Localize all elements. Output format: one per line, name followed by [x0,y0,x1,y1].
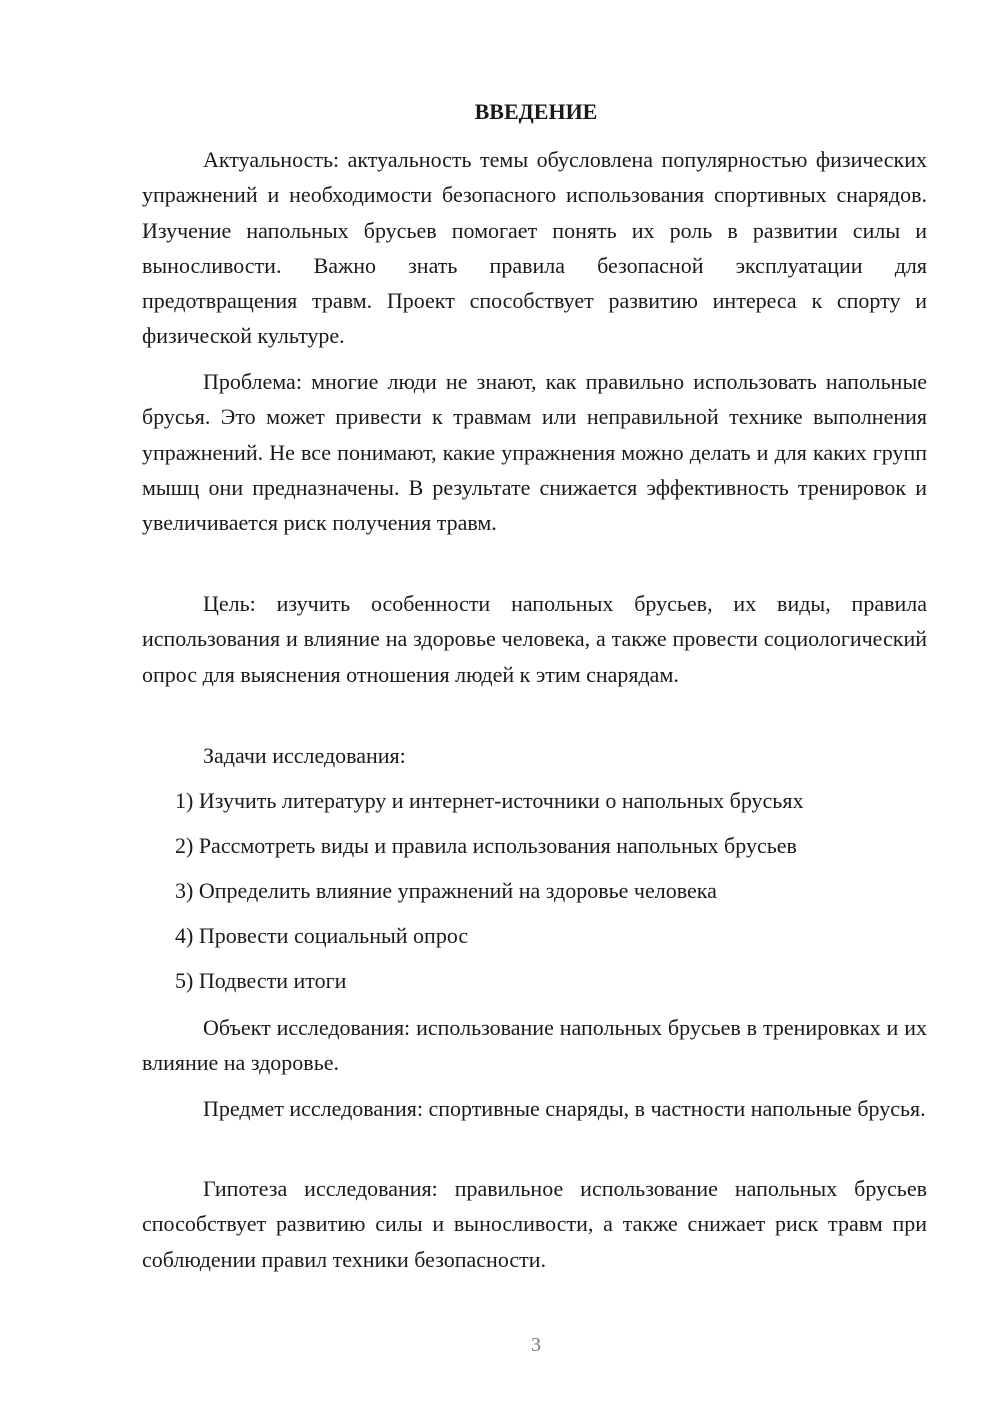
relevance-paragraph: Актуальность: актуальность темы обусловлена популярностью физических упражнений и необходимости безопасного использования спортивных снарядов. Изучение напольных брусьев помогает понять их роль в развитии силы и выносливости. Важно знать правила безопасной эксплуатации для предотвращения травм. Проект способствует развитию интереса к спорту и физической культуре. [142,147,927,349]
subject-paragraph: Предмет исследования: спортивные снаряды, в частности напольные брусья. [203,1096,926,1121]
page-heading: ВВЕДЕНИЕ [474,99,598,124]
object-paragraph: Объект исследования: использование напольных брусьев в тренировках и их влияние на здоровье. [142,1015,927,1076]
hypothesis-paragraph: Гипотеза исследования: правильное использование напольных брусьев способствует развитию силы и выносливости, а также снижает риск травм при соблюдении правил техники безопасности. [142,1176,927,1272]
task-item-2: 2) Рассмотреть виды и правила использования напольных брусьев [175,833,797,858]
goal-paragraph: Цель: изучить особенности напольных брусьев, их виды, правила использования и влияние на здоровье человека, а также провести социологический опрос для выяснения отношения людей к этим снарядам. [142,591,927,687]
task-item-4: 4) Провести социальный опрос [175,923,469,948]
tasks-title: Задачи исследования: [203,743,406,768]
task-item-5: 5) Подвести итоги [175,968,347,993]
page-number: 3 [531,1334,541,1356]
task-item-1: 1) Изучить литературу и интернет-источники о напольных брусьях [175,788,804,813]
task-item-3: 3) Определить влияние упражнений на здоровье человека [175,878,717,903]
problem-paragraph: Проблема: многие люди не знают, как правильно использовать напольные брусья. Это может привести к травмам или неправильной технике выполнения упражнений. Не все понимают, какие упражнения можно делать и для каких групп мышц они предназначены. В результате снижается эффективность тренировок и увеличивается риск получения травм. [142,369,927,536]
